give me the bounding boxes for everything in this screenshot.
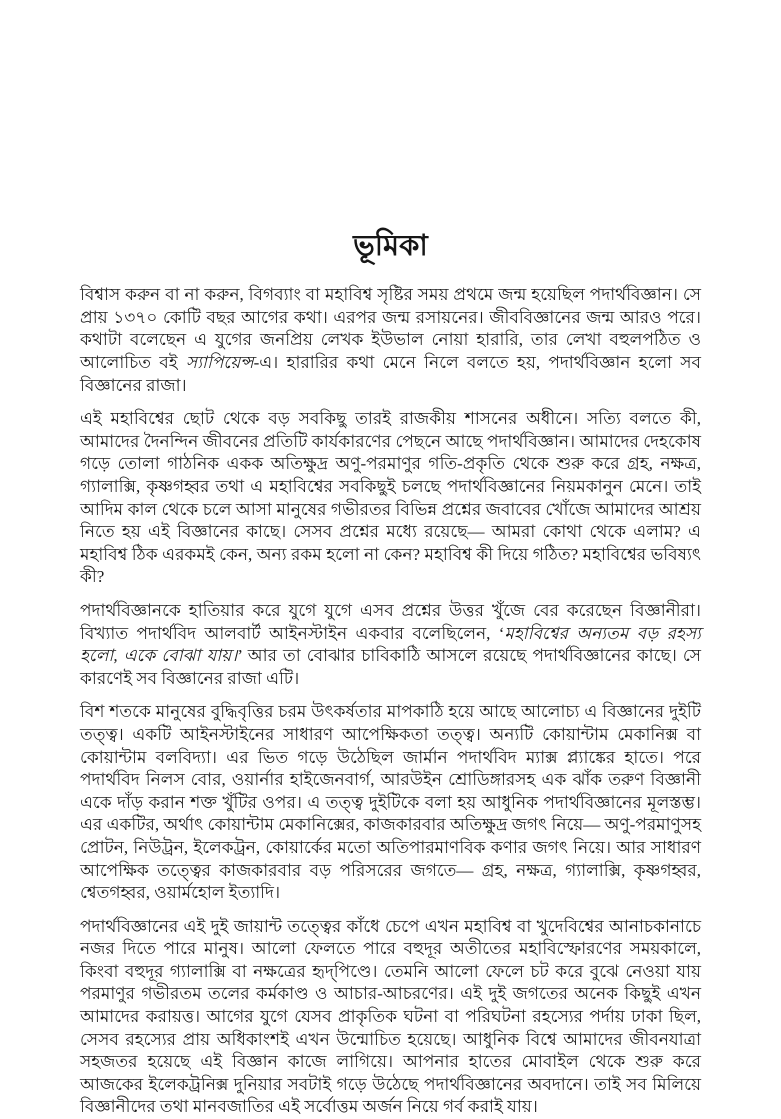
paragraph xyxy=(80,600,701,690)
paragraph xyxy=(80,408,701,589)
text-run: পদার্থবিজ্ঞানের এই দুই জায়ান্ট তত্ত্বের কাঁধে চেপে এখন মহাবিশ্ব বা খুদেবিশ্বের আনাচকানাচে নজর দিতে পারে মানুষ। আলো ফেলতে পারে বহুদূর অতীতের মহাবিস্ফোরণের সময়কালে, কিংবা বহুদূর গ্যালাক্সি বা নক্ষত্রের হৃদ্‌পিণ্ডে। তেমনি আলো ফেলে চট করে বুঝে নেওয়া যায় পরমাণুর গভীরতম তলের কর্মকাণ্ড ও আচার-আচরণের। এই দুই জগতের অনেক কিছুই এখন আমাদের করায়ত্ত। আগের যুগে যেসব প্রাকৃতিক ঘটনা বা পরিঘটনা রহস্যের পর্দায় ঢাকা ছিল, সেসব রহস্যের প্রায় অধিকাংশই এখন উন্মোচিত হয়েছে। আধুনিক বিশ্বে আমাদের জীবনযাত্রা সহজতর হয়েছে এই বিজ্ঞান কাজে লাগিয়ে। আপনার হাতের মোবাইল থেকে শুরু করে আজকের ইলেকট্রনিক্স দুনিয়ার সবটাই গড়ে উঠেছে পদার্থবিজ্ঞানের অবদানে। তাই সব মিলিয়ে বিজ্ঞানীদের তথা মানবজাতির এই সর্বোত্তম অর্জন নিয়ে গর্ব করাই যায়। xyxy=(80,916,701,1117)
text-run: ’ আর তা বোঝার চাবিকাঠি আসলে রয়েছে পদার্থবিজ্ঞানের কাছে। সে কারণেই সব বিজ্ঞানের রাজা এটি। xyxy=(80,646,702,688)
paragraph xyxy=(80,701,701,904)
text-run: বিশ্বাস করুন বা না করুন, বিগব্যাং বা মহাবিশ্ব সৃষ্টির সময় প্রথমে জন্ম হয়েছিল পদার্থবিজ্ঞান। সে প্রায় ১৩৭০ কোটি বছর আগের কথা। এরপর জন্ম রসায়নের। জীববিজ্ঞানের জন্ম আরও পরে। কথাটা বলেছেন এ যুগের জনপ্রিয় লেখক ইউভাল নোয়া হারারি, তার লেখা বহুলপঠিত ও আলোচিত বই xyxy=(80,285,701,373)
text-run: পদার্থবিজ্ঞানকে হাতিয়ার করে যুগে যুগে এসব প্রশ্নের উত্তর খুঁজে বের করেছেন বিজ্ঞানীরা। বিখ্যাত পদার্থবিদ আলবার্ট আইনস্টাইন একবার বলেছিলেন, ‘ xyxy=(80,600,701,643)
body-text xyxy=(80,284,701,1119)
italic-text-run: মহাবিশ্বের অন্যতম বড় রহস্য হলো, একে বোঝা যায়। xyxy=(80,623,701,666)
paragraph xyxy=(80,916,701,1119)
italic-text-run: স্যাপিয়েন্স xyxy=(185,353,254,373)
text-run: এই মহাবিশ্বের ছোট থেকে বড় সবকিছু তারই রাজকীয় শাসনের অধীনে। সত্যি বলতে কী, আমাদের দৈনন্দিন জীবনের প্রতিটি কার্যকারণের পেছনে আছে পদার্থবিজ্ঞান। আমাদের দেহকোষ গড়ে তোলা গাঠনিক একক অতিক্ষুদ্র অণু-পরমাণুর গতি-প্রকৃতি থেকে শুরু করে গ্রহ, নক্ষত্র, গ্যালাক্সি, কৃষ্ণগহ্বর তথা এ মহাবিশ্বের সবকিছুই চলছে পদার্থবিজ্ঞানের নিয়মকানুন মেনে। তাই আদিম কাল থেকে চলে আসা মানুষের গভীরতর বিভিন্ন প্রশ্নের জবাবের খোঁজে আমাদের আশ্রয় নিতে হয় এই বিজ্ঞানের কাছে। সেসব প্রশ্নের মধ্যে রয়েছে— আমরা কোথা থেকে এলাম? এ মহাবিশ্ব ঠিক এরকমই কেন, অন্য রকম হলো না কেন? মহাবিশ্ব কী দিয়ে গঠিত? মহাবিশ্বের ভবিষ্যৎ কী? xyxy=(80,409,701,587)
page-title: ভূমিকা xyxy=(353,230,428,262)
text-run: -এ। হারারির কথা মেনে নিলে বলতে হয়, পদার্থবিজ্ঞান হলো সব বিজ্ঞানের রাজা। xyxy=(80,353,701,395)
paragraph xyxy=(80,284,701,397)
text-run: বিশ শতকে মানুষের বুদ্ধিবৃত্তির চরম উৎকর্ষতার মাপকাঠি হয়ে আছে আলোচ্য এ বিজ্ঞানের দুইটি তত্ত্ব। একটি আইনস্টাইনের সাধারণ আপেক্ষিকতা তত্ত্ব। অন্যটি কোয়ান্টাম মেকানিক্স বা কোয়ান্টাম বলবিদ্যা। এর ভিত গড়ে উঠেছিল জার্মান পদার্থবিদ ম্যাক্স প্ল্যাঙ্কের হাতে। পরে পদার্থবিদ নিলস বোর, ওয়ার্নার হাইজেনবার্গ, আরউইন শ্রোডিঙ্গারসহ এক ঝাঁক তরুণ বিজ্ঞানী একে দাঁড় করান শক্ত খুঁটির ওপর। এ তত্ত্ব দুইটিকে বলা হয় আধুনিক পদার্থবিজ্ঞানের মূলস্তম্ভ। এর একটির, অর্থাৎ কোয়ান্টাম মেকানিক্সের, কাজকারবার অতিক্ষুদ্র জগৎ নিয়ে— অণু-পরমাণুসহ প্রোটন, নিউট্রন, ইলেকট্রন, কোয়ার্কের মতো অতিপারমাণবিক কণার জগৎ নিয়ে। আর সাধারণ আপেক্ষিক তত্ত্বের কাজকারবার বড় পরিসরের জগতে— গ্রহ, নক্ষত্র, গ্যালাক্সি, কৃষ্ণগহ্বর, শ্বেতগহ্বর, ওয়ার্মহোল ইত্যাদি। xyxy=(80,702,701,903)
